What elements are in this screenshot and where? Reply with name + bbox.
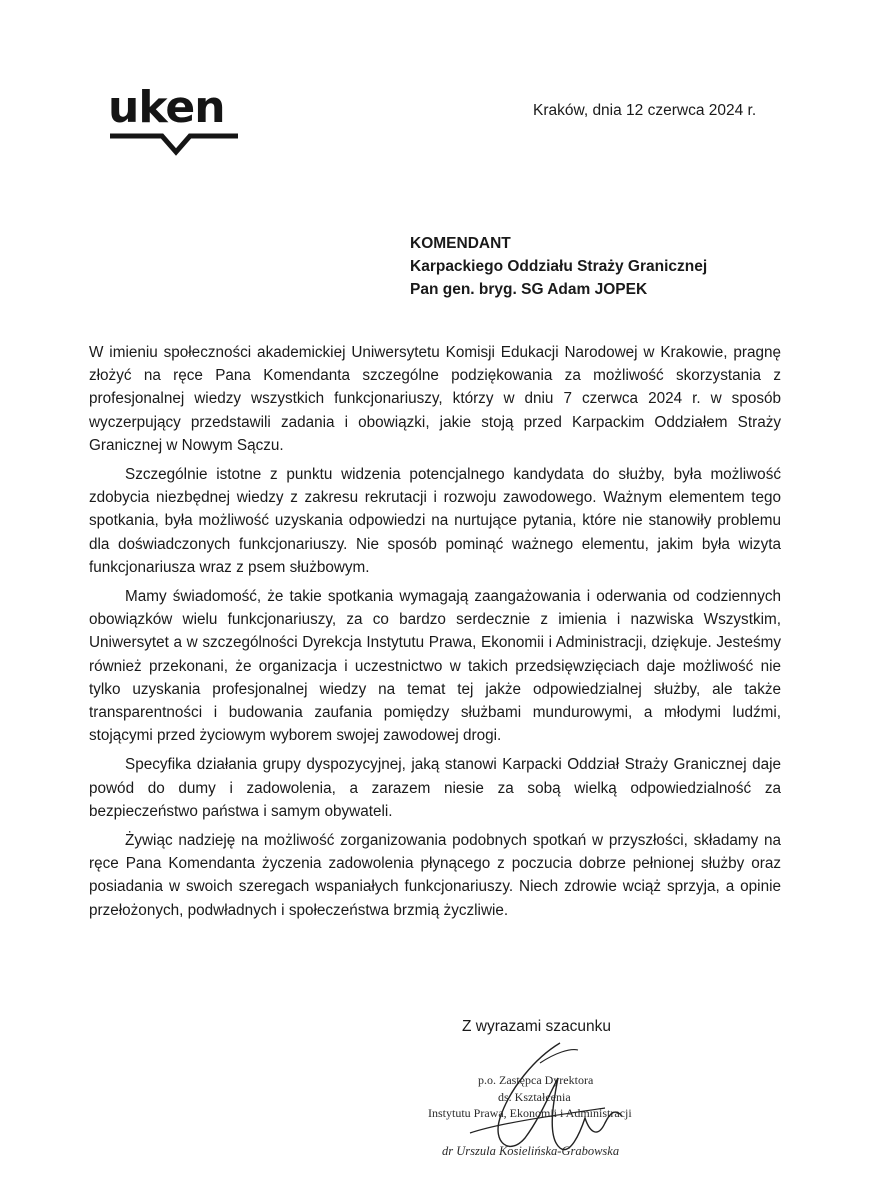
stamp-department: ds. Kształcenia — [498, 1090, 571, 1104]
signature-block — [428, 1018, 700, 1168]
paragraph-2: Szczególnie istotne z punktu widzenia potencjalnego kandydata do służby, była możliwość zdobycia niezbędnej wiedzy z zakresu rekrutacji i rozwoju zawodowego. Ważnym elementem tego spotkania, była możliwość uzyskania odpowiedzi na nurtujące pytania, które nie stanowiły problemu dla doświadczonych funkcjonariuszy. Nie sposób pominąć ważnego elementu, jakim była wizyta funkcjonariusza wraz z psem służbowym. — [89, 466, 781, 576]
recipient-unit: Karpackiego Oddziału Straży Granicznej — [410, 258, 708, 275]
logo-wordmark: uken — [108, 82, 225, 133]
closing-phrase: Z wyrazami szacunku — [462, 1018, 612, 1035]
paragraph-3: Mamy świadomość, że takie spotkania wymagają zaangażowania i oderwania od codziennych obowiązków wielu funkcjonariuszy, za co bardzo serdecznie z imienia i nazwiska Wszystkim, Uniwersytet a w szczególności Dyrekcja Instytutu Prawa, Ekonomii i Administracji, dziękuje. Jesteśmy również przekonani, że organizacja i uczestnictwo w takich przedsięwzięciach daje możliwość nie tylko uzyskania profesjonalnej wiedzy na temat tej jakże odpowiedzialnej służby, ale także transparentności i budowania zaufania pomiędzy służbami mundurowymi, a młodymi ludźmi, stojącymi przed życiowym wyborem swojej zawodowej drogi. — [89, 588, 781, 745]
stamp-position: p.o. Zastępca Dyrektora — [478, 1073, 594, 1087]
letter-body — [89, 341, 781, 922]
logo-chevron-icon — [110, 130, 240, 158]
paragraph-5: Żywiąc nadzieję na możliwość zorganizowania podobnych spotkań w przyszłości, składamy na ręce Pana Komendanta życzenia zadowolenia płynącego z poczucia dobrze pełnionej służby oraz posiadania w swoich szeregach wspaniałych funkcjonariuszy. Niech zdrowie wciąż sprzyja, a opinie przełożonych, podwładnych i społeczeństwa brzmią życzliwie. — [89, 832, 781, 919]
paragraph-4: Specyfika działania grupy dyspozycyjnej, jaką stanowi Karpacki Oddział Straży Granicznej daje powód do dumy i zadowolenia, a zarazem niesie za sobą wielką odpowiedzialność za bezpieczeństwo państwa i samym obywateli. — [89, 756, 781, 820]
paragraph-1: W imieniu społeczności akademickiej Uniwersytetu Komisji Edukacji Narodowej w Krakowie, pragnę złożyć na ręce Pana Komendanta szczególne podziękowania za możliwość skorzystania z profesjonalnej wiedzy wszystkich funkcjonariuszy, którzy w dniu 7 czerwca 2024 r. w sposób wyczerpujący przedstawili zadania i obowiązki, jakie stoją przed Karpackim Oddziałem Straży Granicznej w Nowym Sączu. — [89, 344, 781, 454]
stamp-institute: Instytutu Prawa, Ekonomii i Administracji — [428, 1106, 632, 1120]
recipient-name: Pan gen. bryg. SG Adam JOPEK — [410, 281, 648, 298]
recipient-title: KOMENDANT — [410, 235, 511, 252]
stamp-person-name: dr Urszula Kosielińska-Grabowska — [442, 1144, 620, 1158]
uken-logo — [108, 82, 248, 158]
letter-date: Kraków, dnia 12 czerwca 2024 r. — [533, 102, 757, 119]
handwritten-signature — [440, 1038, 640, 1168]
recipient-block — [410, 232, 707, 301]
